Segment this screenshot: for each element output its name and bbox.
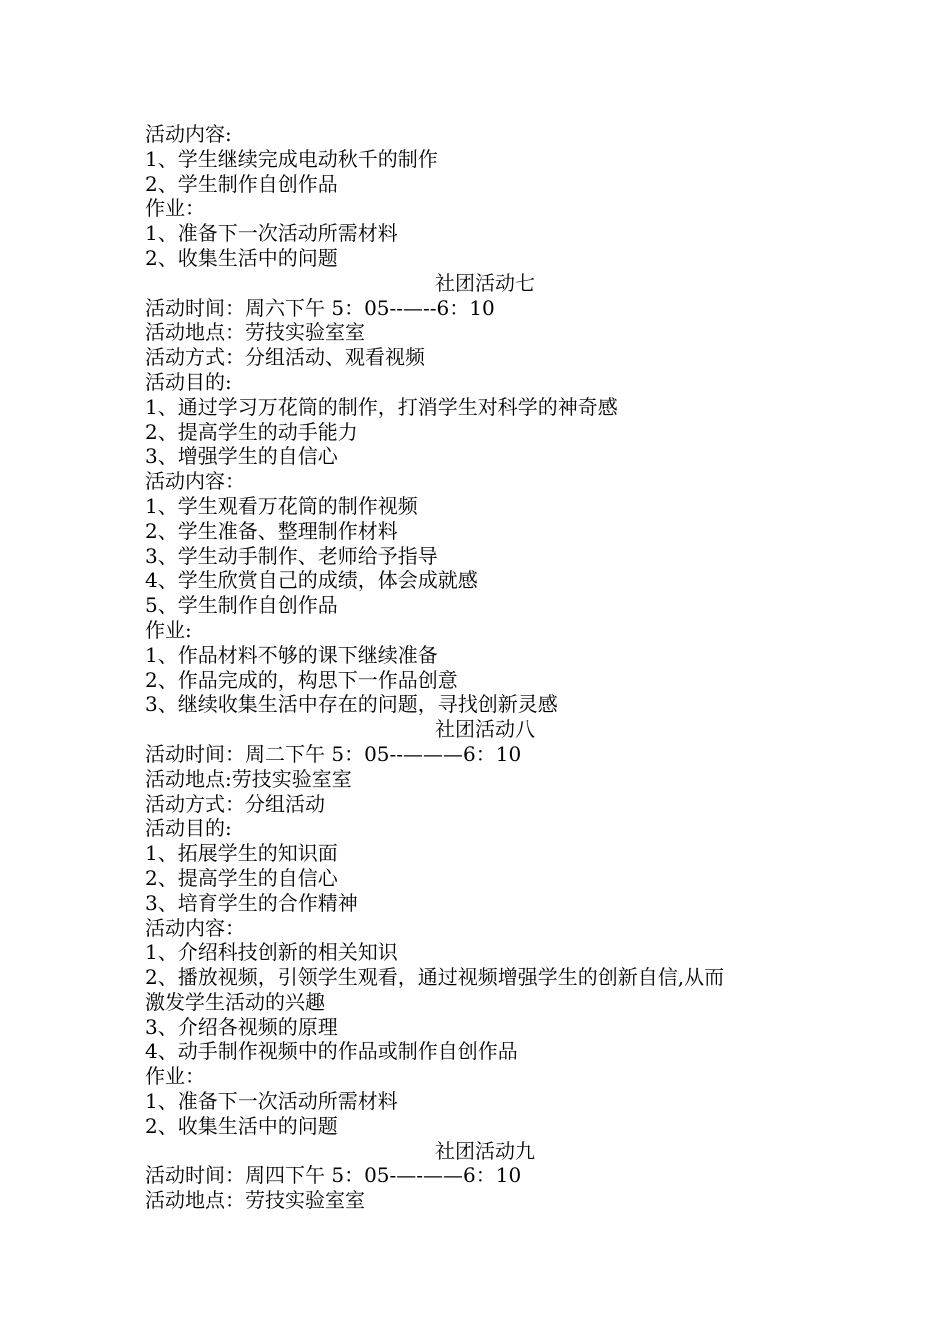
text-line: 活动目的:: [145, 369, 232, 394]
text-line: 活动时间：周四下午 5：05-—-——6：10: [145, 1163, 522, 1188]
text-line: 活动时间：周六下午 5：05--—--6：10: [145, 295, 495, 320]
text-line: 5、学生制作自创作品: [145, 593, 338, 618]
text-line: 3、学生动手制作、老师给予指导: [145, 543, 438, 568]
text-line: 2、收集生活中的问题: [145, 1113, 338, 1138]
text-line: 1、准备下一次活动所需材料: [145, 1089, 398, 1114]
text-line: 活动地点：劳技实验室室: [145, 320, 365, 345]
text-line: 作业：: [145, 196, 205, 221]
text-line: 活动地点:劳技实验室室: [145, 766, 352, 791]
text-line: 1、学生观看万花筒的制作视频: [145, 493, 418, 518]
text-line: 1、作品材料不够的课下继续准备: [145, 642, 438, 667]
section-heading: 社团活动八: [435, 717, 535, 742]
text-line: 激发学生活动的兴趣: [145, 989, 325, 1014]
text-line: 4、动手制作视频中的作品或制作自创作品: [145, 1039, 518, 1064]
text-line: 2、提高学生的动手能力: [145, 419, 358, 444]
text-line: 2、学生准备、整理制作材料: [145, 518, 398, 543]
text-line: 2、提高学生的自信心: [145, 865, 338, 890]
text-line: 1、通过学习万花筒的制作，打消学生对科学的神奇感: [145, 394, 618, 419]
section-heading: 社团活动九: [435, 1138, 535, 1163]
text-line: 2、学生制作自创作品: [145, 171, 338, 196]
text-line: 活动内容：: [145, 469, 245, 494]
text-line: 活动时间：周二下午 5：05--———6：10: [145, 741, 522, 766]
text-line: 4、学生欣赏自己的成绩，体会成就感: [145, 568, 478, 593]
text-line: 1、学生继续完成电动秋千的制作: [145, 146, 438, 171]
text-line: 活动目的:: [145, 816, 232, 841]
text-line: 2、播放视频，引领学生观看，通过视频增强学生的创新自信,从而: [145, 965, 725, 990]
text-line: 2、作品完成的，构思下一作品创意: [145, 667, 458, 692]
text-line: 活动内容:: [145, 122, 232, 146]
text-line: 作业：: [145, 1064, 205, 1089]
text-line: 活动方式：分组活动: [145, 791, 325, 816]
text-line: 3、增强学生的自信心: [145, 444, 338, 469]
text-line: 活动内容：: [145, 915, 245, 940]
text-line: 2、收集生活中的问题: [145, 245, 338, 270]
text-line: 1、拓展学生的知识面: [145, 841, 338, 866]
text-line: 1、准备下一次活动所需材料: [145, 221, 398, 246]
text-line: 3、介绍各视频的原理: [145, 1014, 338, 1039]
text-line: 3、培育学生的合作精神: [145, 890, 358, 915]
text-line: 活动方式：分组活动、观看视频: [145, 345, 425, 370]
text-line: 1、介绍科技创新的相关知识: [145, 940, 398, 965]
text-line: 活动地点：劳技实验室室: [145, 1188, 365, 1213]
text-line: 作业:: [145, 617, 192, 642]
text-line: 3、继续收集生活中存在的问题，寻找创新灵感: [145, 692, 558, 717]
section-heading: 社团活动七: [435, 270, 535, 295]
document-page: [145, 122, 825, 1213]
